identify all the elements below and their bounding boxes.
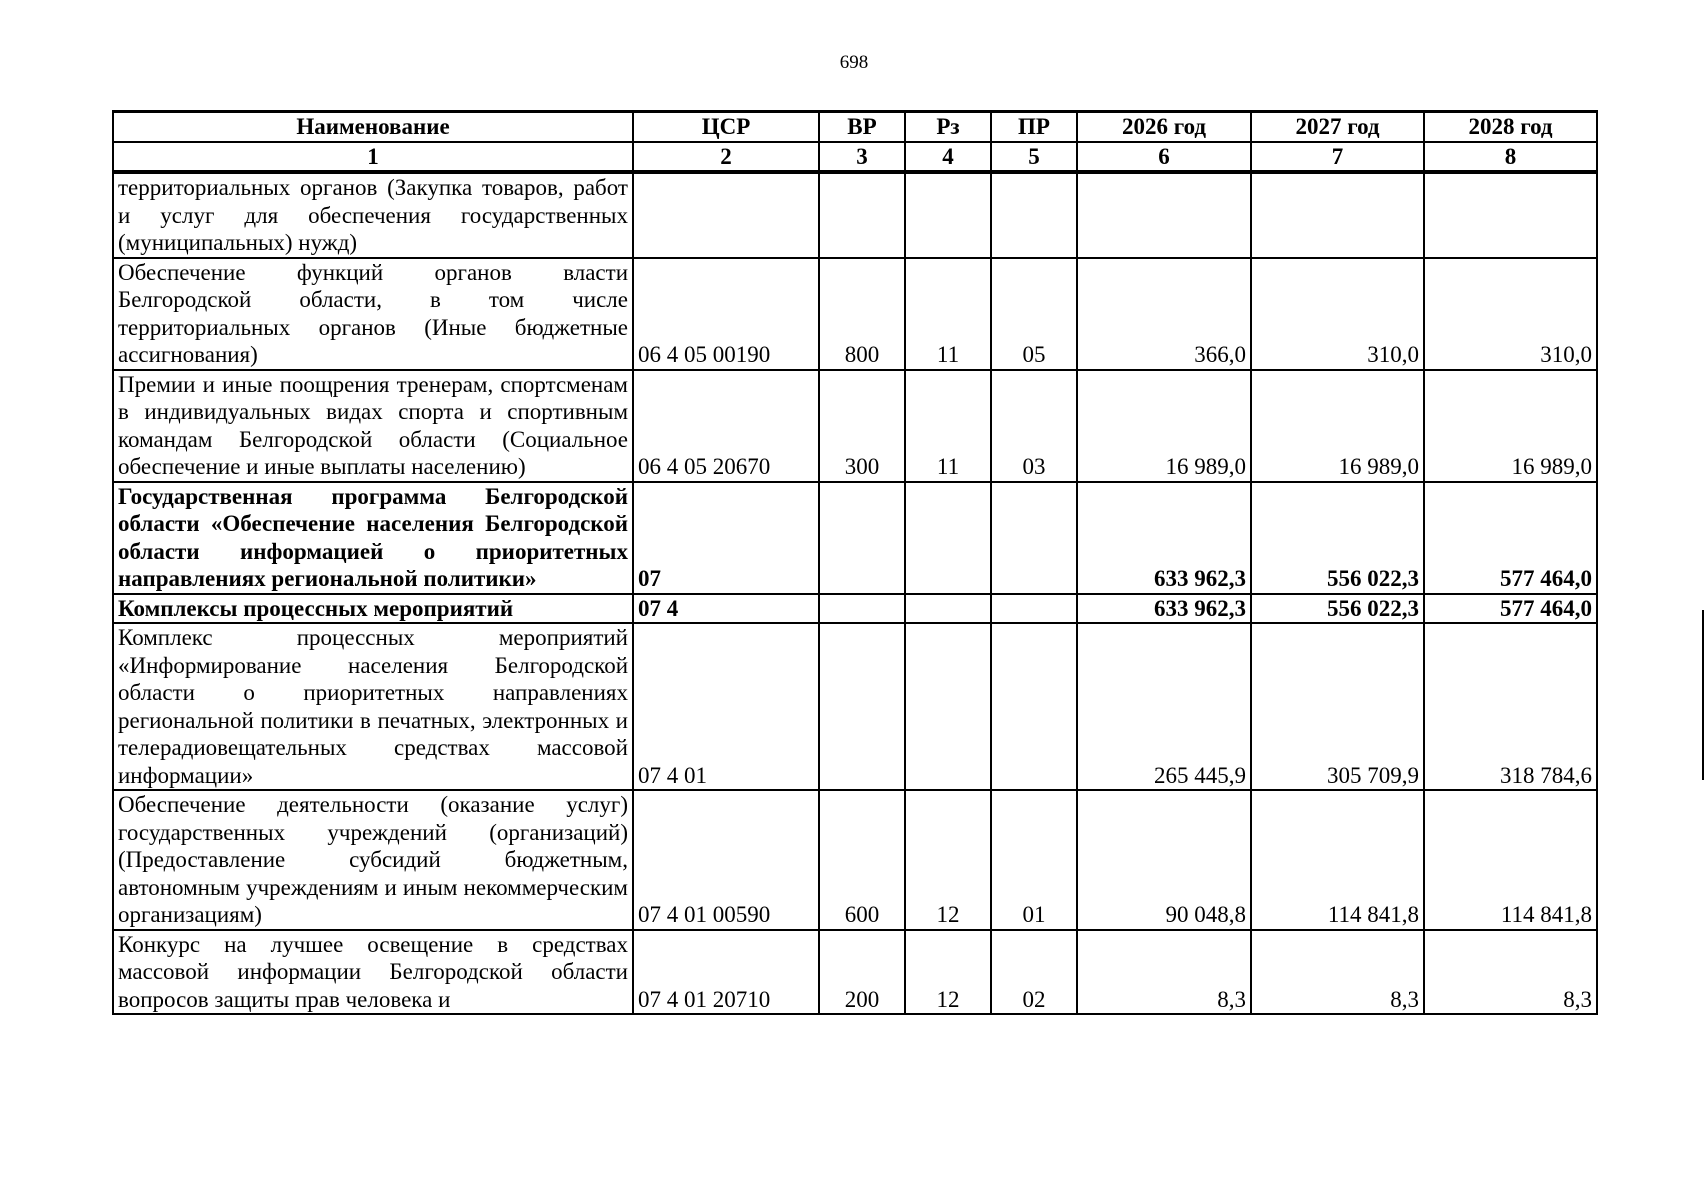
row-2028: 8,3	[1424, 930, 1597, 1015]
column-number: 3	[819, 142, 905, 173]
row-2027: 556 022,3	[1251, 482, 1424, 594]
column-number: 2	[633, 142, 819, 173]
header-row	[113, 112, 1597, 142]
header-rz: Рз	[905, 112, 991, 142]
table-row	[113, 790, 1597, 930]
header-csr: ЦСР	[633, 112, 819, 142]
column-number: 5	[991, 142, 1077, 173]
page-number: 698	[839, 52, 869, 73]
column-number-row	[113, 142, 1597, 173]
row-rz	[905, 594, 991, 624]
row-2026: 633 962,3	[1077, 594, 1251, 624]
row-name: территориальных органов (Закупка товаров, работ и услуг для обеспечения государственных (муниципальных) нужд)	[113, 172, 633, 258]
row-2026: 90 048,8	[1077, 790, 1251, 930]
row-rz	[905, 623, 991, 790]
row-csr	[633, 172, 819, 258]
row-name: Обеспечение функций органов власти Белгородской области, в том числе территориальных органов (Иные бюджетные ассигнования)	[113, 258, 633, 370]
row-name: Обеспечение деятельности (оказание услуг) государственных учреждений (организаций) (Предоставление субсидий бюджетным, автономным учреждениям и иным некоммерческим организациям)	[113, 790, 633, 930]
row-csr: 06 4 05 20670	[633, 370, 819, 482]
row-name: Комплекс процессных мероприятий «Информирование населения Белгородской области о приоритетных направлениях региональной политики в печатных, электронных и телерадиовещательных средствах массовой информации»	[113, 623, 633, 790]
table-row	[113, 482, 1597, 594]
row-rz: 12	[905, 790, 991, 930]
row-csr: 07 4 01	[633, 623, 819, 790]
row-csr: 07	[633, 482, 819, 594]
column-number: 6	[1077, 142, 1251, 173]
header-2027: 2027 год	[1251, 112, 1424, 142]
row-vr	[819, 594, 905, 624]
header-name: Наименование	[113, 112, 633, 142]
row-pr: 03	[991, 370, 1077, 482]
table-row	[113, 930, 1597, 1015]
header-vr: ВР	[819, 112, 905, 142]
header-2026: 2026 год	[1077, 112, 1251, 142]
row-2027: 16 989,0	[1251, 370, 1424, 482]
row-2026: 633 962,3	[1077, 482, 1251, 594]
row-pr	[991, 482, 1077, 594]
row-2027: 8,3	[1251, 930, 1424, 1015]
row-2027: 556 022,3	[1251, 594, 1424, 624]
row-rz: 11	[905, 370, 991, 482]
row-pr: 02	[991, 930, 1077, 1015]
row-vr: 600	[819, 790, 905, 930]
row-2026: 366,0	[1077, 258, 1251, 370]
header-pr: ПР	[991, 112, 1077, 142]
row-pr	[991, 623, 1077, 790]
table-row	[113, 370, 1597, 482]
table-row	[113, 258, 1597, 370]
row-2028: 16 989,0	[1424, 370, 1597, 482]
row-name: Конкурс на лучшее освещение в средствах массовой информации Белгородской области вопросов защиты прав человека и	[113, 930, 633, 1015]
row-vr: 200	[819, 930, 905, 1015]
column-number: 7	[1251, 142, 1424, 173]
row-vr: 300	[819, 370, 905, 482]
row-rz: 12	[905, 930, 991, 1015]
row-pr: 05	[991, 258, 1077, 370]
column-number: 8	[1424, 142, 1597, 173]
row-2027: 305 709,9	[1251, 623, 1424, 790]
row-csr: 06 4 05 00190	[633, 258, 819, 370]
row-vr: 800	[819, 258, 905, 370]
row-2028: 577 464,0	[1424, 482, 1597, 594]
row-rz	[905, 172, 991, 258]
scan-edge-line	[1702, 610, 1704, 780]
row-2028: 114 841,8	[1424, 790, 1597, 930]
column-number: 1	[113, 142, 633, 173]
row-vr	[819, 172, 905, 258]
row-pr	[991, 594, 1077, 624]
budget-table	[112, 110, 1598, 1015]
header-2028: 2028 год	[1424, 112, 1597, 142]
table-row	[113, 594, 1597, 624]
row-2027: 310,0	[1251, 258, 1424, 370]
row-rz: 11	[905, 258, 991, 370]
row-pr: 01	[991, 790, 1077, 930]
row-2028	[1424, 172, 1597, 258]
row-2026	[1077, 172, 1251, 258]
row-2028: 310,0	[1424, 258, 1597, 370]
row-rz	[905, 482, 991, 594]
row-2027	[1251, 172, 1424, 258]
row-csr: 07 4 01 20710	[633, 930, 819, 1015]
table-row	[113, 623, 1597, 790]
row-name: Государственная программа Белгородской области «Обеспечение населения Белгородской области информацией о приоритетных направлениях региональной политики»	[113, 482, 633, 594]
row-pr	[991, 172, 1077, 258]
row-2028: 577 464,0	[1424, 594, 1597, 624]
row-name: Комплексы процессных мероприятий	[113, 594, 633, 624]
row-csr: 07 4 01 00590	[633, 790, 819, 930]
table-row	[113, 172, 1597, 258]
row-2028: 318 784,6	[1424, 623, 1597, 790]
row-2026: 8,3	[1077, 930, 1251, 1015]
row-2027: 114 841,8	[1251, 790, 1424, 930]
row-name: Премии и иные поощрения тренерам, спортсменам в индивидуальных видах спорта и спортивным командам Белгородской области (Социальное обеспечение и иные выплаты населению)	[113, 370, 633, 482]
row-2026: 16 989,0	[1077, 370, 1251, 482]
row-vr	[819, 482, 905, 594]
row-csr: 07 4	[633, 594, 819, 624]
row-vr	[819, 623, 905, 790]
row-2026: 265 445,9	[1077, 623, 1251, 790]
column-number: 4	[905, 142, 991, 173]
